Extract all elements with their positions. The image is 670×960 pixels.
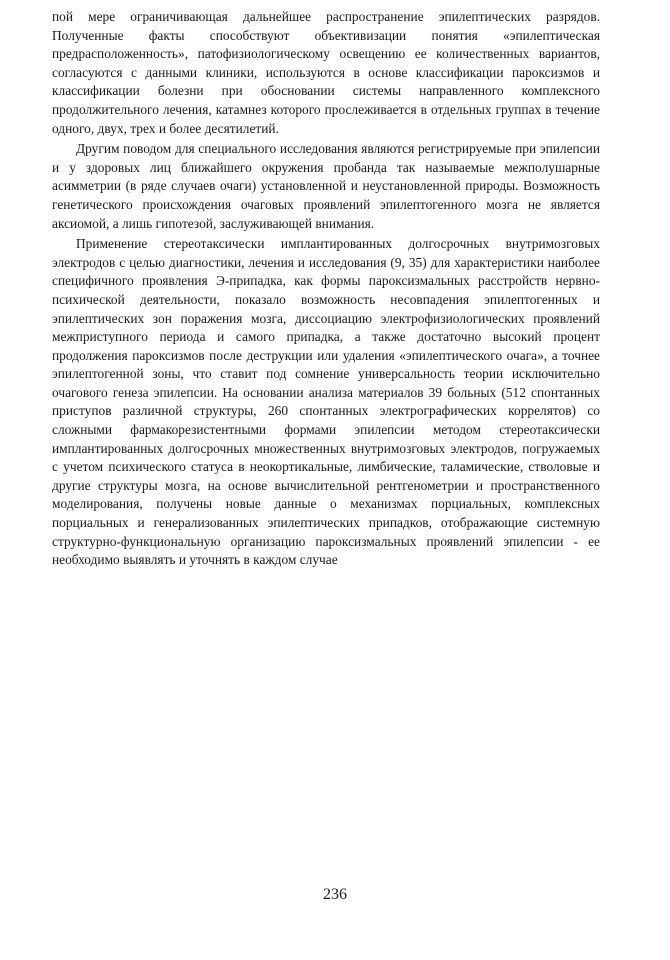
document-page	[52, 8, 600, 570]
paragraph-continuation: пой мере ограничивающая дальнейшее распространение эпилептических разрядов. Полученные факты способствуют объективизации понятия «эпилептическая предрасположенность», патофизиологическому освещению ее количественных вариантов, согласуются с данными клиники, используются в основе классификации пароксизмов и классификации болезни при обосновании системы направленного комплексного продолжительного лечения, катамнез которого прослеживается в отдельных группах в течение одного, двух, трех и более десятилетий.	[52, 9, 600, 136]
paragraph-asymmetry: Другим поводом для специального исследования являются регистрируемые при эпилепсии и у здоровых лиц ближайшего окружения пробанда так называемые межполушарные асимметрии (в ряде случаев очаги) установленной и неустановленной природы. Возможность генетического происхождения очаговых проявлений эпилептогенного мозга не является аксиомой, а лишь гипотезой, заслуживающей внимания.	[52, 141, 600, 231]
paragraph-electrodes: Применение стереотаксически имплантированных долгосрочных внутримозговых электродов с целью диагностики, лечения и исследования (9, 35) для характеристики наиболее специфичного проявления Э-припадка, как формы пароксизмальных расстройств нервно-психической деятельности, показало возможность несовпадения эпилептогенных и эпилептических зон поражения мозга, диссоциацию электрофизиологических проявлений межприступного периода и самого припадка, а также достаточно высокий процент продолжения пароксизмов после деструкции или удаления «эпилептического очага», а точнее эпилептогенной зоны, что ставит под сомнение универсальность теории исключительно очагового генеза эпилепсии. На основании анализа материалов 39 больных (512 спонтанных приступов различной структуры, 260 спонтанных электрографических коррелятов) со сложными фармакорезистентными формами эпилепсии методом стереотаксически имплантированных долгосрочных множественных внутримозговых электродов, погружаемых с учетом психического статуса в неокортикальные, лимбические, таламические, стволовые и другие структуры мозга, на основе вычислительной рентгенометрии и пространственного моделирования, получены новые данные о механизмах порциальных, комплексных порциальных и генерализованных эпилептических припадков, отображающие системную структурно-функциональную организацию пароксизмальных проявлений эпилепсии - ее необходимо выявлять и уточнять в каждом случае	[52, 236, 600, 568]
page-number: 236	[323, 886, 347, 903]
